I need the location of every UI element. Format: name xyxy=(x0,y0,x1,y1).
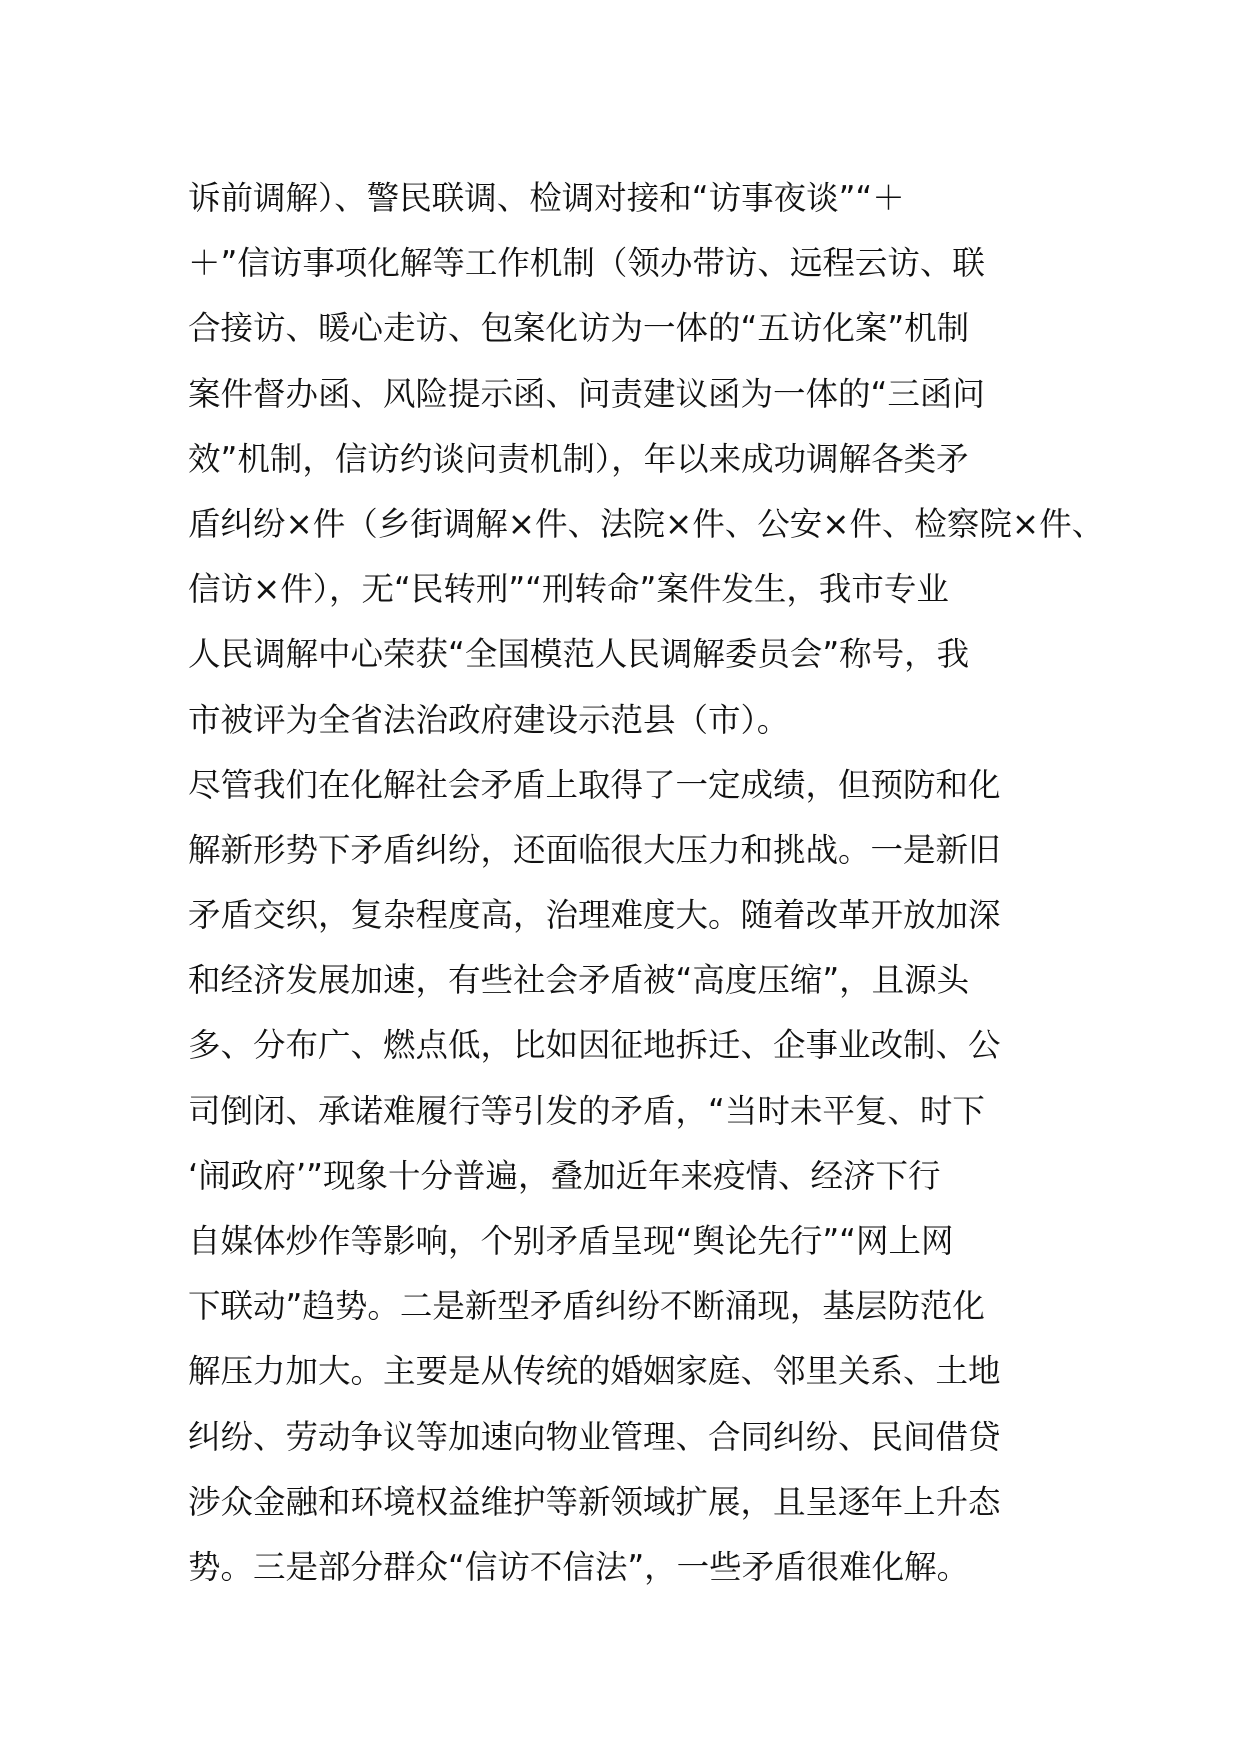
text-line: 盾纠纷×件（乡街调解×件、法院×件、公安×件、检察院×件、 xyxy=(188,504,1105,543)
text-line: 势。三是部分群众“信访不信法”，一些矛盾很难化解。 xyxy=(188,1547,970,1586)
text-line: 解新形势下矛盾纠纷，还面临很大压力和挑战。一是新旧 xyxy=(188,830,1001,869)
text-line: 和经济发展加速，有些社会矛盾被“高度压缩”，且源头 xyxy=(188,961,970,1000)
text-line: 多、分布广、燃点低，比如因征地拆迁、企事业改制、公 xyxy=(188,1026,1001,1065)
text-line: 人民调解中心荣获“全国模范人民调解委员会”称号，我 xyxy=(188,635,970,674)
text-line: 纠纷、劳动争议等加速向物业管理、合同纠纷、民间借贷 xyxy=(188,1417,1001,1456)
text-line: ‘闹政府’”现象十分普遍，叠加近年来疫情、经济下行 xyxy=(188,1156,941,1195)
text-line: 信访×件），无“民转刑”“刑转命”案件发生，我市专业 xyxy=(188,570,949,609)
text-line: 合接访、暖心走访、包案化访为一体的“五访化案”机制 xyxy=(188,309,970,348)
text-line: 下联动”趋势。二是新型矛盾纠纷不断涌现，基层防范化 xyxy=(188,1287,985,1326)
text-line: 效”机制，信访约谈问责机制），年以来成功调解各类矛 xyxy=(188,439,969,478)
body-text xyxy=(188,166,1105,1600)
text-line: 涉众金融和环境权益维护等新领域扩展，且呈逐年上升态 xyxy=(188,1482,1001,1521)
text-line: 诉前调解）、警民联调、检调对接和“访事夜谈”“＋ xyxy=(188,179,905,217)
text-line: 矛盾交织，复杂程度高，治理难度大。随着改革开放加深 xyxy=(188,896,1001,935)
text-line: 案件督办函、风险提示函、问责建议函为一体的“三函问 xyxy=(188,374,985,413)
text-line: 司倒闭、承诺难履行等引发的矛盾，“当时未平复、时下 xyxy=(188,1091,985,1130)
text-line: 解压力加大。主要是从传统的婚姻家庭、邻里关系、土地 xyxy=(188,1352,1001,1391)
text-line: 市被评为全省法治政府建设示范县（市）。 xyxy=(188,700,790,739)
text-line: 自媒体炒作等影响，个别矛盾呈现“舆论先行”“网上网 xyxy=(188,1222,954,1260)
text-line: ＋”信访事项化解等工作机制（领办带访、远程云访、联 xyxy=(188,244,985,283)
text-line: 尽管我们在化解社会矛盾上取得了一定成绩，但预防和化 xyxy=(188,765,1001,804)
